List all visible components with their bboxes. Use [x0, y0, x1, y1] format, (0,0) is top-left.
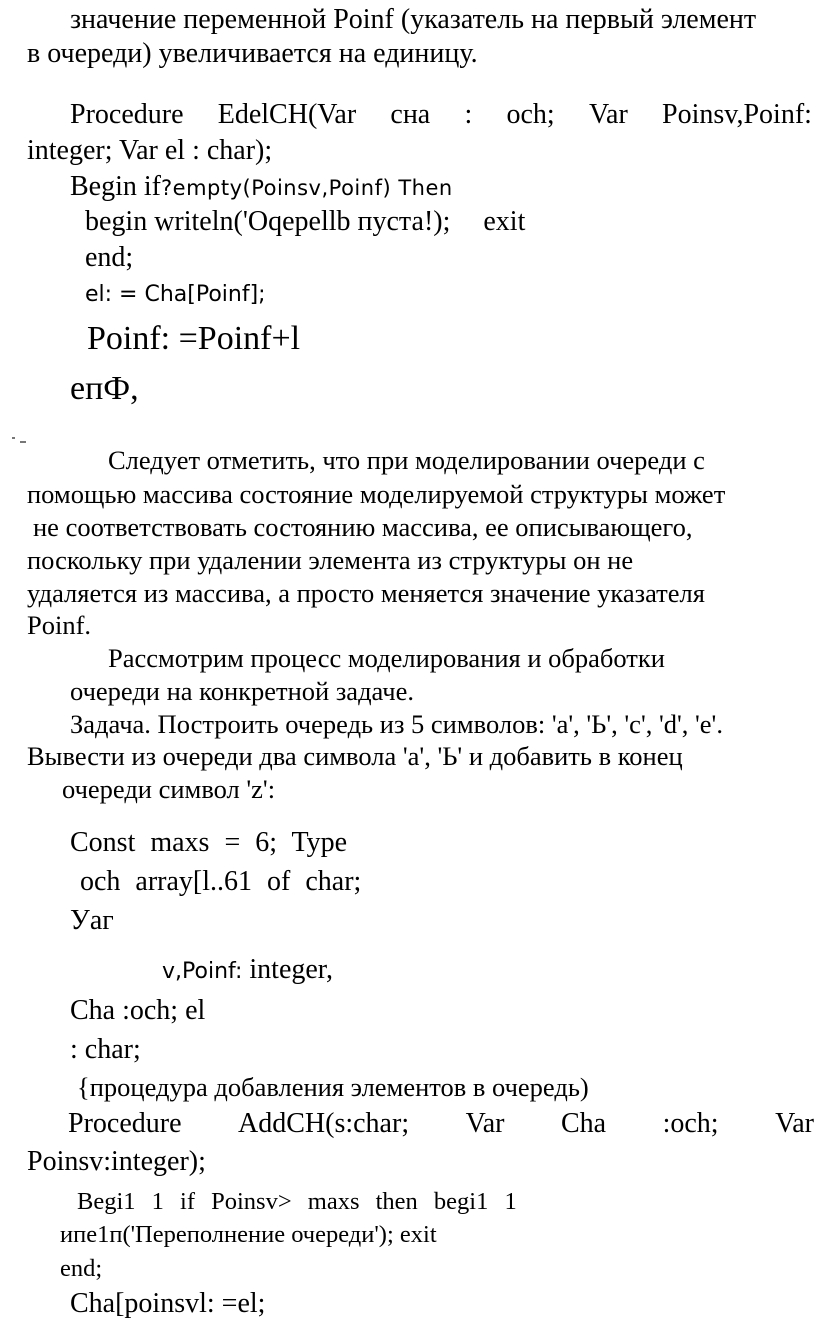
code-token: сна: [390, 99, 431, 130]
code-line: Cha :och; el: [70, 995, 206, 1026]
code-line: el: = Cha[Poinf];: [85, 282, 266, 307]
scan-speck: [12, 437, 15, 439]
code-line: Const maxs = 6; Type: [70, 827, 348, 858]
code-token: Poinsv,Poinf:: [662, 99, 812, 130]
code-line: Begi1 1 if Poinsv> maxs then begi1 1: [77, 1188, 517, 1215]
code-token: Cha: [560, 1108, 607, 1139]
code-line: [70, 101, 812, 129]
code-line: end;: [85, 242, 134, 273]
text-line: Poinf.: [27, 610, 92, 640]
text-line: удаляется из массива, а просто меняется значение указателя: [27, 578, 705, 608]
code-token: Procedure: [68, 1108, 182, 1139]
text-line: не соответствовать состоянию массива, ее описывающего,: [33, 512, 693, 542]
code-line: Уаг: [70, 905, 114, 936]
code-line: end;: [60, 1255, 103, 1282]
code-line: Poinsv:integer);: [27, 1146, 206, 1177]
text-line: значение переменной Poinf (указатель на первый элемент: [70, 4, 757, 35]
code-line: [70, 173, 453, 201]
code-token: ?empty(Poinsv,Poinf) Then: [161, 176, 453, 200]
text-line: Рассмотрим процесс моделирования и обработки: [108, 643, 665, 673]
code-token: Procedure: [70, 99, 184, 130]
code-line: Cha[poinsvl: =el;: [70, 1288, 266, 1319]
code-token: begin writeln('Oqepellb пуста!);: [85, 206, 451, 237]
code-line: [68, 1110, 814, 1138]
code-comment: {процедура добавления элементов в очередь): [77, 1072, 589, 1102]
text-line: в очереди) увеличивается на единицу.: [27, 38, 478, 69]
text-line: Вывести из очереди два символа 'а', 'Ь' и добавить в конец: [27, 741, 683, 771]
code-line: [162, 956, 333, 984]
code-token: och;: [506, 99, 555, 130]
code-line: Poinf: =Poinf+l: [87, 320, 301, 357]
code-token: integer,: [249, 954, 334, 985]
code-token: AddCH(s:char;: [238, 1108, 410, 1139]
code-token: Var: [588, 99, 628, 130]
code-line: [85, 208, 525, 236]
code-token: Var: [775, 1108, 814, 1139]
code-token: Begin if: [70, 171, 161, 202]
code-token: :: [464, 99, 473, 130]
code-token: EdelCH(Var: [217, 99, 357, 130]
text-line: помощью массива состояние моделируемой структуры может: [27, 479, 726, 509]
code-token: v,Poinf:: [162, 959, 243, 984]
text-line: очереди на конкретной задаче.: [70, 676, 414, 706]
code-token: :och;: [662, 1108, 719, 1139]
code-token: Var: [465, 1108, 505, 1139]
text-line: Следует отметить, что при моделировании очереди с: [108, 445, 705, 475]
text-line: очереди символ 'z':: [62, 774, 276, 804]
text-line: Задача. Построить очередь из 5 символов: 'а', 'Ь', 'с', 'd', 'е'.: [70, 709, 723, 739]
code-token: exit: [483, 206, 526, 237]
scan-speck: [20, 441, 26, 443]
code-line: ипе1п('Переполнение очереди'); exit: [60, 1221, 437, 1248]
code-line: integer; Var el : char);: [27, 135, 273, 166]
code-line: : char;: [70, 1034, 141, 1065]
code-line: och array[l..61 of char;: [80, 866, 362, 897]
code-line: епФ,: [70, 370, 139, 407]
text-line: поскольку при удалении элемента из структуры он не: [27, 545, 634, 575]
